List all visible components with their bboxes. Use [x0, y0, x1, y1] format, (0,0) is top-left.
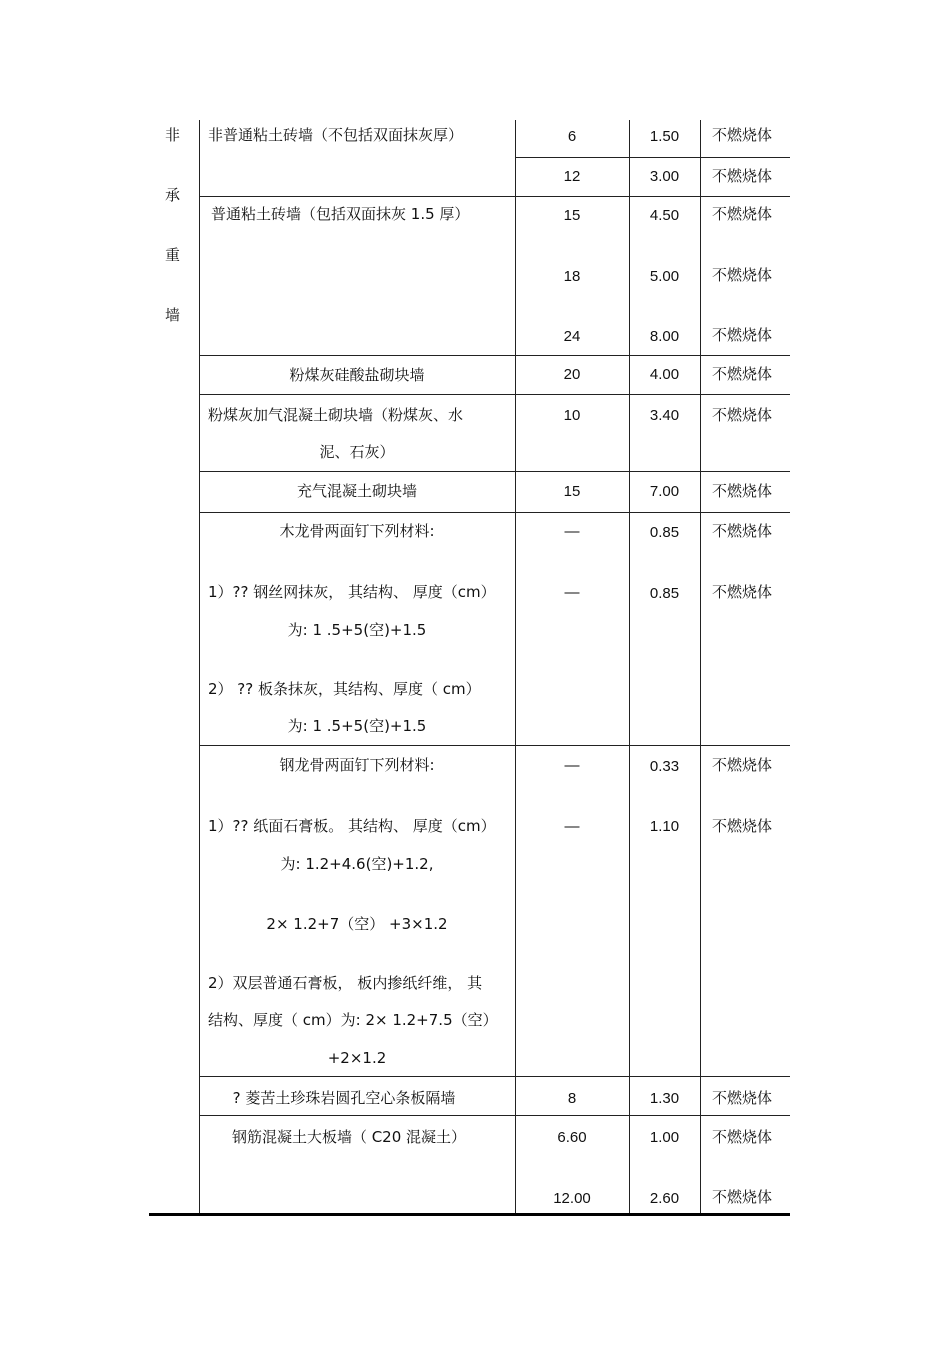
combustibility: 不燃烧体 — [712, 365, 773, 383]
thickness-value: 20 — [563, 366, 581, 383]
table-bottom-border — [149, 1213, 790, 1216]
fire-limit-value: 1.00 — [649, 1129, 680, 1146]
thickness-value: 12.00 — [553, 1190, 591, 1207]
wall-description-item: 2） ?? 板条抹灰，其结构、厚度（ cm） — [208, 680, 481, 698]
combustibility: 不燃烧体 — [712, 326, 773, 344]
wall-description-cont: 为: 1.2+4.6(空)+1.2, — [280, 855, 434, 873]
table-border — [515, 157, 790, 158]
table-border — [199, 745, 790, 746]
thickness-value: 6.60 — [557, 1129, 587, 1146]
thickness-value: 12 — [563, 168, 581, 185]
table-border — [199, 196, 790, 197]
thickness-value: 10 — [563, 407, 581, 424]
wall-description-cont: 2× 1.2+7（空） +3×1.2 — [266, 915, 448, 933]
thickness-value: — — [564, 757, 580, 774]
fire-limit-value: 2.60 — [649, 1190, 680, 1207]
fire-limit-value: 5.00 — [649, 268, 680, 285]
wall-description-cont: 为: 1 .5+5(空)+1.5 — [287, 621, 427, 639]
thickness-value: — — [564, 818, 580, 835]
combustibility: 不燃烧体 — [712, 817, 773, 835]
fire-limit-value: 7.00 — [649, 483, 680, 500]
thickness-value: — — [564, 523, 580, 540]
thickness-value: 8 — [567, 1090, 577, 1107]
fire-limit-value: 0.85 — [649, 524, 680, 541]
table-border — [199, 471, 790, 472]
wall-description: 钢筋混凝土大板墙（ C20 混凝土） — [231, 1128, 467, 1146]
category-char: 承 — [165, 186, 181, 204]
fire-limit-value: 1.30 — [649, 1090, 680, 1107]
thickness-value: 6 — [567, 128, 577, 145]
thickness-value: — — [564, 584, 580, 601]
wall-description-cont: 为: 1 .5+5(空)+1.5 — [287, 717, 427, 735]
combustibility: 不燃烧体 — [712, 167, 773, 185]
category-char: 非 — [165, 126, 181, 144]
wall-description: ? 菱苦土珍珠岩圆孔空心条板隔墙 — [232, 1089, 456, 1107]
fire-limit-value: 0.33 — [649, 758, 680, 775]
wall-description: 粉煤灰硅酸盐砌块墙 — [289, 366, 425, 384]
wall-description-cont: 结构、厚度（ cm）为: 2× 1.2+7.5（空） — [208, 1011, 498, 1029]
fire-limit-value: 3.40 — [649, 407, 680, 424]
combustibility: 不燃烧体 — [712, 266, 773, 284]
combustibility: 不燃烧体 — [712, 406, 773, 424]
fire-limit-value: 4.00 — [649, 366, 680, 383]
fire-limit-value: 8.00 — [649, 328, 680, 345]
fire-limit-value: 1.10 — [649, 818, 680, 835]
fire-limit-value: 4.50 — [649, 207, 680, 224]
combustibility: 不燃烧体 — [712, 522, 773, 540]
combustibility: 不燃烧体 — [712, 1089, 773, 1107]
combustibility: 不燃烧体 — [712, 1188, 773, 1206]
thickness-value: 18 — [563, 268, 581, 285]
category-char: 墙 — [165, 306, 181, 324]
wall-description-cont: 泥、石灰） — [319, 443, 395, 461]
fire-limit-value: 3.00 — [649, 168, 680, 185]
table-border — [199, 394, 790, 395]
wall-description-item: 1）?? 纸面石膏板。 其结构、 厚度（cm） — [208, 817, 496, 835]
wall-description: 非普通粘土砖墙（不包括双面抹灰厚） — [208, 126, 464, 144]
table-border — [700, 120, 701, 1214]
table-border — [199, 355, 790, 356]
combustibility: 不燃烧体 — [712, 583, 773, 601]
wall-description-cont: +2×1.2 — [327, 1049, 387, 1067]
combustibility: 不燃烧体 — [712, 205, 773, 223]
combustibility: 不燃烧体 — [712, 482, 773, 500]
category-char: 重 — [165, 246, 181, 264]
combustibility: 不燃烧体 — [712, 126, 773, 144]
thickness-value: 24 — [563, 328, 581, 345]
thickness-value: 15 — [563, 207, 581, 224]
wall-description: 木龙骨两面钉下列材料: — [279, 522, 435, 540]
fire-limit-value: 0.85 — [649, 585, 680, 602]
combustibility: 不燃烧体 — [712, 1128, 773, 1146]
wall-description-item: 1）?? 钢丝网抹灰， 其结构、 厚度（cm） — [208, 583, 496, 601]
fire-limit-value: 1.50 — [649, 128, 680, 145]
wall-description: 钢龙骨两面钉下列材料: — [279, 756, 435, 774]
thickness-value: 15 — [563, 483, 581, 500]
combustibility: 不燃烧体 — [712, 756, 773, 774]
wall-description: 充气混凝土砌块墙 — [296, 482, 417, 500]
wall-description: 普通粘土砖墙（包括双面抹灰 1.5 厚） — [211, 205, 470, 223]
table-border — [199, 512, 790, 513]
table-border — [199, 1115, 790, 1116]
table-border — [199, 1076, 790, 1077]
wall-description: 粉煤灰加气混凝土砌块墙（粉煤灰、水 — [208, 406, 464, 424]
wall-description-item: 2）双层普通石膏板， 板内掺纸纤维， 其 — [208, 974, 483, 992]
